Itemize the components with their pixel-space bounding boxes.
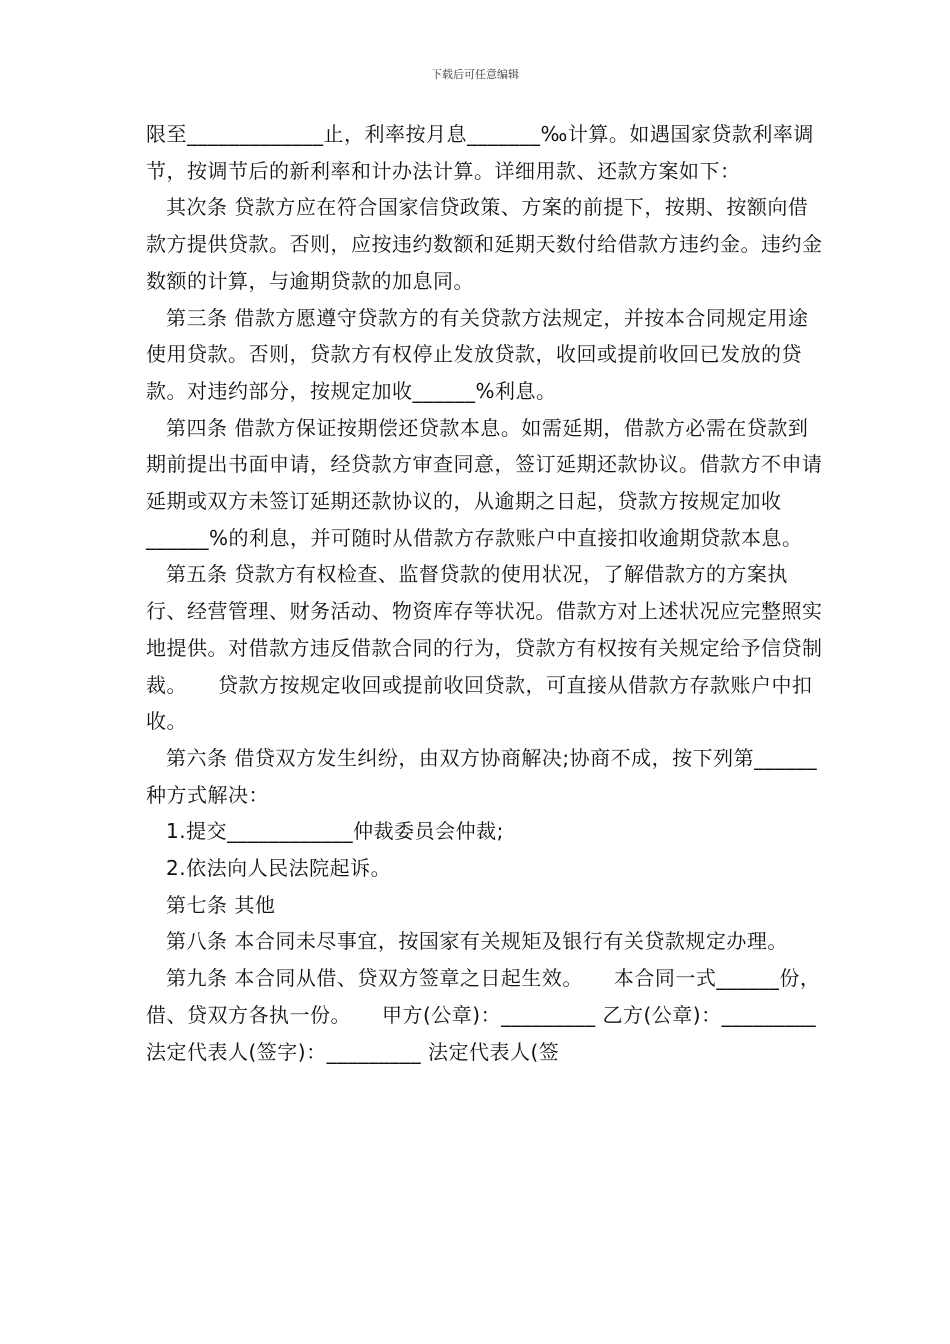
paragraph-article-6: 第六条 借贷双方发生纠纷，由双方协商解决;协商不成，按下列第______种方式解决： [146,745,818,807]
list-item-arbitration: 1.提交____________仲裁委员会仲裁; [166,819,504,844]
paragraph-article-3: 第三条 借款方愿遵守贷款方的有关贷款方法规定，并按本合同规定用途使用贷款。否则，贷款方有权停止发放贷款，收回或提前收回已发放的贷款。对违约部分，按规定加收______%利息。 [146,305,809,403]
page-header: 下载后可任意编辑 [431,68,519,81]
paragraph-article-8: 第八条 本合同未尽事宜，按国家有关规矩及银行有关贷款规定办理。 [166,929,788,954]
paragraph-article-5: 第五条 贷款方有权检查、监督贷款的使用状况，了解借款方的方案执行、经营管理、财务活动、物资库存等状况。借款方对上述状况应完整照实地提供。对借款方违反借款合同的行为，贷款方有权按有关规定给予信贷制裁。 贷款方按规定收回或提前收回贷款，可直接从借款方存款账户中扣收。 [146,562,823,734]
paragraph-article-9: 第九条 本合同从借、贷双方签章之日起生效。 本合同一式______份，借、贷双方各执一份。 甲方(公章)：_________ 乙方(公章)：_________ 法定代表人(签字)：_________ 法定代表人(签 [146,966,858,1064]
paragraph-loan-term: 限至_____________止，利率按月息_______‰计算。如遇国家贷款利率调节，按调节后的新利率和计办法计算。详细用款、还款方案如下： [146,122,814,183]
paragraph-article-4: 第四条 借款方保证按期偿还贷款本息。如需延期，借款方必需在贷款到期前提出书面申请，经贷款方审查同意，签订延期还款协议。借款方不申请延期或双方未签订延期还款协议的，从逾期之日起，贷款方按规定加收______%的利息，并可随时从借款方存款账户中直接扣收逾期贷款本息。 [146,415,823,550]
paragraph-article-2: 其次条 贷款方应在符合国家信贷政策、方案的前提下，按期、按额向借款方提供贷款。否则，应按违约数额和延期天数付给借款方违约金。违约金数额的计算，与逾期贷款的加息同。 [146,195,823,293]
paragraph-article-7: 第七条 其他 [166,892,276,917]
list-item-litigation: 2.依法向人民法院起诉。 [166,856,392,881]
document-body [146,116,858,1070]
